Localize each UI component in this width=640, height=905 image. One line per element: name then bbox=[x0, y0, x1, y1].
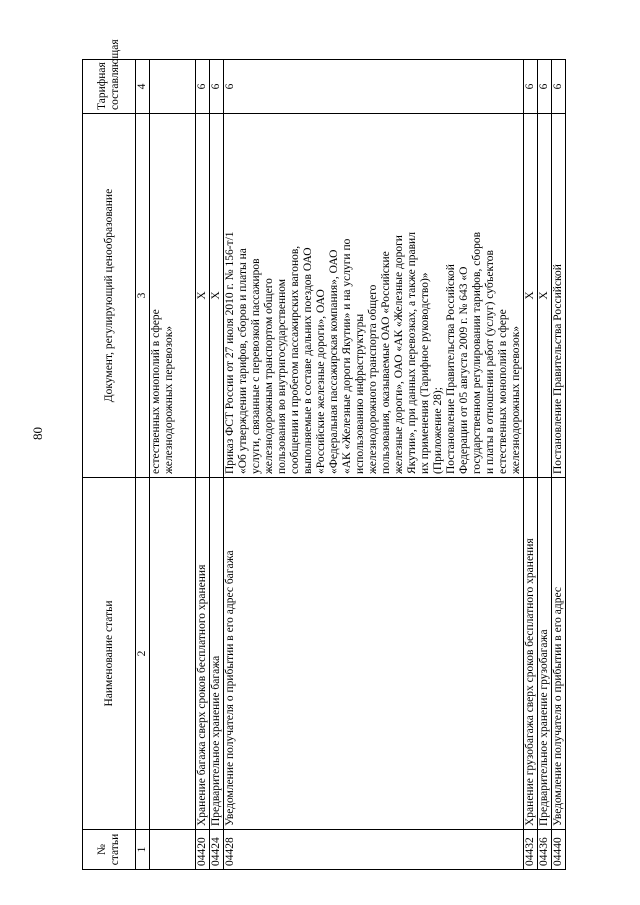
row-doc: Х bbox=[196, 114, 210, 478]
rotated-table-sheet bbox=[82, 39, 612, 870]
row-code: 04420 bbox=[196, 830, 210, 870]
table-row bbox=[210, 60, 224, 870]
row-name: Уведомление получателя о прибытии в его адрес bbox=[552, 478, 566, 830]
table-row bbox=[552, 60, 566, 870]
table-row bbox=[196, 60, 210, 870]
header-tariff: Тарифная составляющая bbox=[83, 60, 136, 114]
page-number: 80 bbox=[30, 427, 45, 440]
col-number-2: 2 bbox=[136, 478, 150, 830]
row-name bbox=[150, 478, 196, 830]
row-tariff: 6 bbox=[552, 60, 566, 114]
row-tariff: 6 bbox=[538, 60, 552, 114]
tariff-table bbox=[82, 39, 566, 870]
header-name: Наименование статьи bbox=[83, 478, 136, 830]
row-doc: Приказ ФСТ России от 27 июля 2010 г. № 156-т/1 «Об утверждении тарифов, сборов и платы на услуги, связанные с перевозкой пассажиров железнодорожным транспортом общего пользования во внутригосударственном сообщении и пробегом пассажирских вагонов, выполняемые в составе дальних поездов ОАО «Российские железные дороги», ОАО «Федеральная пассажирская компания», ОАО «АК «Железные дороги Якутии» и на услуги по использованию инфраструктуры железнодорожного транспорта общего пользования, оказываемые ОАО «Российские железные дороги», ОАО «АК «Железные дороги Якутии», при данных перевозках, а также правил их применения (Тарифное руководство)» (Приложение 28); Постановление Правительства Российской Федерации от 05 августа 2009 г. № 643 «О государственном регулировании тарифов, сборов и платы в отношении работ (услуг) субъектов естественных монополий в сфере железнодорожных перевозок» bbox=[224, 114, 524, 478]
row-code: 04436 bbox=[538, 830, 552, 870]
table-row bbox=[538, 60, 552, 870]
row-tariff: 6 bbox=[524, 60, 538, 114]
row-doc: Х bbox=[210, 114, 224, 478]
row-code bbox=[150, 830, 196, 870]
header-num: № статьи bbox=[83, 830, 136, 870]
row-doc: Х bbox=[538, 114, 552, 478]
column-number-row bbox=[136, 60, 150, 870]
header-doc: Документ, регулирующий ценообразование bbox=[83, 114, 136, 478]
row-code: 04432 bbox=[524, 830, 538, 870]
row-code: 04424 bbox=[210, 830, 224, 870]
col-number-1: 1 bbox=[136, 830, 150, 870]
row-name: Хранение багажа сверх сроков бесплатного хранения bbox=[196, 478, 210, 830]
table-row bbox=[524, 60, 538, 870]
row-doc: естественных монополий в сфере железнодорожных перевозок» bbox=[150, 114, 196, 478]
row-name: Предварительное хранение грузобагажа bbox=[538, 478, 552, 830]
row-doc: Постановление Правительства Российской bbox=[552, 114, 566, 478]
row-doc: Х bbox=[524, 114, 538, 478]
row-tariff: 6 bbox=[224, 60, 524, 114]
row-name: Предварительное хранение багажа bbox=[210, 478, 224, 830]
row-code: 04440 bbox=[552, 830, 566, 870]
col-number-4: 4 bbox=[136, 60, 150, 114]
row-tariff bbox=[150, 60, 196, 114]
row-tariff: 6 bbox=[210, 60, 224, 114]
row-tariff: 6 bbox=[196, 60, 210, 114]
col-number-3: 3 bbox=[136, 114, 150, 478]
row-code: 04428 bbox=[224, 830, 524, 870]
table-row bbox=[150, 60, 196, 870]
header-row bbox=[83, 60, 136, 870]
table-row bbox=[224, 60, 524, 870]
row-name: Уведомление получателя о прибытии в его адрес багажа bbox=[224, 478, 524, 830]
row-name: Хранение грузобагажа сверх сроков бесплатного хранения bbox=[524, 478, 538, 830]
